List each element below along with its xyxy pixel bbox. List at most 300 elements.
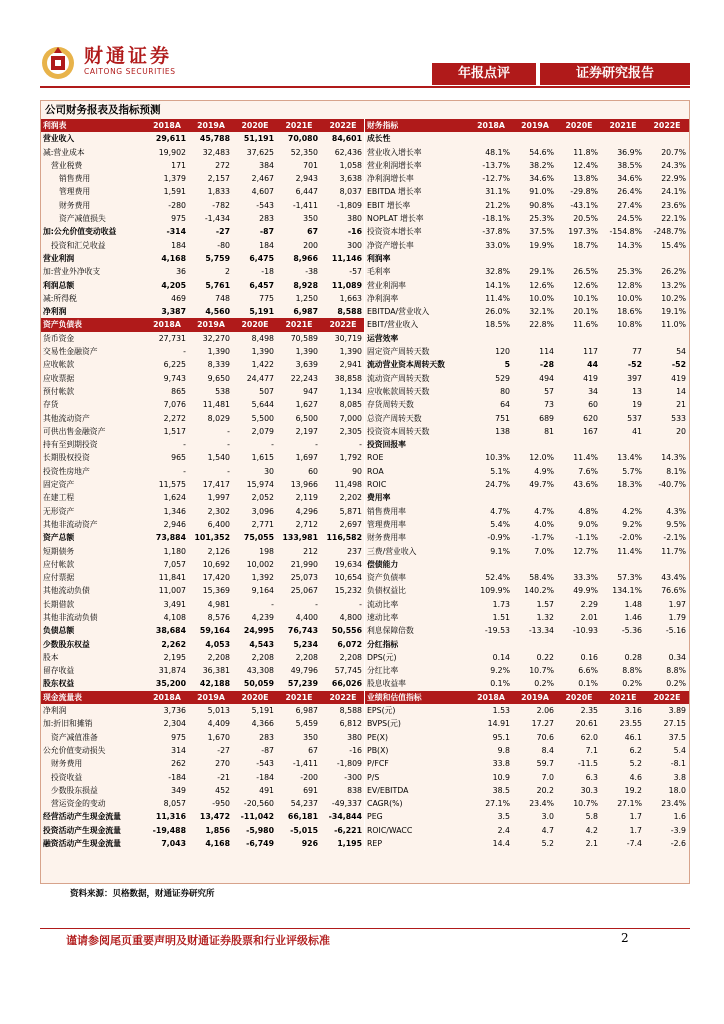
row-label: EV/EBITDA bbox=[367, 785, 409, 795]
table-row bbox=[365, 797, 689, 810]
row-value: 4.3% bbox=[666, 506, 686, 516]
row-label: 流动资产周转天数 bbox=[367, 373, 430, 383]
row-label: 存货周转天数 bbox=[367, 400, 414, 410]
row-value: 30,719 bbox=[334, 333, 362, 343]
row-value: 37.5 bbox=[668, 732, 686, 742]
row-value: 2,079 bbox=[251, 426, 274, 436]
report-type-label: 年报点评 bbox=[432, 63, 536, 85]
row-value: 91.0% bbox=[529, 187, 554, 197]
row-value bbox=[557, 332, 601, 345]
row-value: 2018A bbox=[153, 692, 181, 702]
row-label: 投资资本增长率 bbox=[367, 227, 422, 237]
row-value: 11,841 bbox=[158, 573, 186, 583]
row-value: 19.1% bbox=[661, 307, 686, 317]
row-value: 12.6% bbox=[529, 280, 554, 290]
row-value: 689 bbox=[539, 413, 554, 423]
row-value: 14.1% bbox=[485, 280, 510, 290]
row-label: 销售费用率 bbox=[367, 506, 406, 516]
row-label: 净利润 bbox=[43, 307, 67, 317]
row-value: 1,180 bbox=[163, 546, 186, 556]
row-value: 314 bbox=[171, 745, 186, 755]
table-row bbox=[365, 611, 689, 624]
report-category-label: 证券研究报告 bbox=[540, 63, 690, 85]
row-label: 经营活动产生现金流量 bbox=[43, 812, 121, 822]
row-value: 54 bbox=[676, 347, 686, 357]
row-value: 11.0% bbox=[661, 320, 686, 330]
table-row bbox=[365, 345, 689, 358]
table-row bbox=[365, 212, 689, 225]
row-value: -3.9 bbox=[670, 825, 686, 835]
row-value: 8,576 bbox=[207, 612, 230, 622]
row-value: 109.9% bbox=[480, 586, 510, 596]
row-value bbox=[469, 132, 513, 145]
row-value: 4.7% bbox=[490, 506, 510, 516]
row-value: 22,243 bbox=[290, 373, 318, 383]
row-value: -28 bbox=[539, 360, 554, 370]
row-label: 固定资产 bbox=[43, 480, 75, 490]
row-value: 6,072 bbox=[337, 639, 362, 649]
row-value: 3,638 bbox=[339, 174, 362, 184]
row-value: 419 bbox=[671, 373, 686, 383]
row-value: 167 bbox=[583, 426, 598, 436]
row-value: 14.3% bbox=[617, 240, 642, 250]
row-value: - bbox=[227, 426, 230, 436]
table-row bbox=[41, 558, 364, 571]
row-value: 37,625 bbox=[246, 147, 274, 157]
table-row bbox=[41, 611, 364, 624]
row-value: -19,488 bbox=[152, 825, 186, 835]
row-value: 54,237 bbox=[290, 799, 318, 809]
row-value: 975 bbox=[171, 732, 186, 742]
row-value: 2018A bbox=[477, 121, 505, 130]
row-value: 13.2% bbox=[661, 280, 686, 290]
row-value: 9,743 bbox=[163, 373, 186, 383]
row-value: 31,874 bbox=[158, 666, 186, 676]
row-value: 5,013 bbox=[207, 706, 230, 716]
row-value: 4,108 bbox=[163, 612, 186, 622]
row-value: 27.15 bbox=[663, 719, 686, 729]
row-value: 2021E bbox=[285, 121, 313, 130]
row-label: 净利润增长率 bbox=[367, 174, 414, 184]
row-value: 51,191 bbox=[243, 134, 274, 144]
row-value: 18.6% bbox=[617, 307, 642, 317]
row-value: 21,990 bbox=[290, 559, 318, 569]
row-label: PB(X) bbox=[367, 745, 389, 755]
row-value: - bbox=[271, 440, 274, 450]
row-value: 8,339 bbox=[207, 360, 230, 370]
table-section-header bbox=[41, 318, 364, 331]
row-value: -314 bbox=[166, 227, 186, 237]
row-value: 24.7% bbox=[485, 480, 510, 490]
row-value: 13.8% bbox=[573, 174, 598, 184]
row-value: 7.0 bbox=[541, 772, 554, 782]
row-value: 529 bbox=[495, 373, 510, 383]
row-value: 8,057 bbox=[163, 799, 186, 809]
row-label: 资产总额 bbox=[43, 533, 75, 543]
row-value: 2020E bbox=[241, 121, 269, 130]
row-value: -543 bbox=[256, 759, 274, 769]
row-value: -1,411 bbox=[292, 200, 318, 210]
table-section-header bbox=[365, 691, 689, 704]
row-value: -2.6 bbox=[670, 839, 686, 849]
row-label: 其他流动负债 bbox=[43, 586, 90, 596]
row-value: 50,556 bbox=[331, 626, 362, 636]
row-value: 38,684 bbox=[155, 626, 186, 636]
row-label: P/FCF bbox=[367, 759, 389, 769]
table-row bbox=[365, 465, 689, 478]
row-value: 10,692 bbox=[202, 559, 230, 569]
row-value: 101,352 bbox=[194, 533, 230, 543]
row-value: 17,417 bbox=[202, 480, 230, 490]
row-value: 350 bbox=[303, 732, 318, 742]
row-value: 19.9% bbox=[529, 240, 554, 250]
row-label: 长期股权投资 bbox=[43, 453, 90, 463]
row-value: 4,366 bbox=[251, 719, 274, 729]
table-row bbox=[41, 664, 364, 677]
table-row bbox=[41, 731, 364, 744]
row-value: 380 bbox=[347, 214, 362, 224]
row-value: 70,589 bbox=[290, 333, 318, 343]
footer-divider bbox=[40, 928, 690, 929]
row-value: 33.3% bbox=[573, 573, 598, 583]
row-value: 5,871 bbox=[339, 506, 362, 516]
row-value: -38 bbox=[305, 267, 318, 277]
row-value: -12.7% bbox=[482, 174, 510, 184]
table-row bbox=[365, 837, 689, 850]
row-value: 300 bbox=[347, 240, 362, 250]
table-row bbox=[365, 265, 689, 278]
row-value: 751 bbox=[495, 413, 510, 423]
row-value: 6.6% bbox=[578, 666, 598, 676]
row-value: 270 bbox=[215, 759, 230, 769]
row-value: -40.7% bbox=[658, 480, 686, 490]
row-label: 营业利润增长率 bbox=[367, 160, 422, 170]
row-value: 1,134 bbox=[339, 386, 362, 396]
row-value: 2,208 bbox=[251, 652, 274, 662]
row-value: 29,611 bbox=[155, 134, 186, 144]
row-value: -280 bbox=[168, 200, 186, 210]
table-row bbox=[365, 638, 689, 651]
row-value: 26.4% bbox=[617, 187, 642, 197]
row-value: 138 bbox=[495, 426, 510, 436]
row-value: 2,302 bbox=[207, 506, 230, 516]
table-row bbox=[41, 345, 364, 358]
table-row bbox=[41, 279, 364, 292]
table-title: 公司财务报表及指标预测 bbox=[45, 104, 161, 116]
row-value: -6,221 bbox=[334, 825, 362, 835]
row-value: 8,498 bbox=[251, 333, 274, 343]
row-value: 2019A bbox=[521, 121, 549, 130]
row-value: 60 bbox=[588, 400, 598, 410]
table-row bbox=[365, 558, 689, 571]
row-value: 10.1% bbox=[573, 293, 598, 303]
row-value bbox=[645, 438, 689, 451]
row-label: 资产减值准备 bbox=[51, 732, 98, 742]
data-source-note: 资料来源：贝格数据，财通证券研究所 bbox=[70, 889, 215, 899]
row-value: 2019A bbox=[197, 121, 225, 130]
row-value: 2018A bbox=[153, 121, 181, 130]
row-label: 管理费用率 bbox=[367, 519, 406, 529]
row-value: 0.1% bbox=[578, 679, 598, 689]
row-value: 2,467 bbox=[251, 174, 274, 184]
row-label: 分红指标 bbox=[367, 639, 399, 649]
row-value: 0.2% bbox=[666, 679, 686, 689]
row-value: 3.8 bbox=[673, 772, 686, 782]
row-value: 1,624 bbox=[163, 493, 186, 503]
row-value: 8.1% bbox=[666, 466, 686, 476]
row-value: 13,966 bbox=[290, 480, 318, 490]
row-value: 134.1% bbox=[612, 586, 642, 596]
row-value: 10.0% bbox=[529, 293, 554, 303]
row-value: -1.1% bbox=[575, 533, 598, 543]
table-row bbox=[365, 545, 689, 558]
row-label: 财务费用率 bbox=[367, 533, 406, 543]
row-label: 业绩和估值指标 bbox=[367, 692, 422, 702]
row-value: -5.16 bbox=[665, 626, 686, 636]
row-label: 其他流动资产 bbox=[43, 413, 90, 423]
row-value: -13.7% bbox=[482, 160, 510, 170]
row-value: 24,477 bbox=[246, 373, 274, 383]
row-value: 1,670 bbox=[207, 732, 230, 742]
row-value bbox=[513, 638, 557, 651]
row-label: 营业收入 bbox=[43, 134, 75, 144]
row-label: 固定资产周转天数 bbox=[367, 347, 430, 357]
row-label: 投资活动产生现金流量 bbox=[43, 825, 121, 835]
row-value bbox=[601, 332, 645, 345]
row-label: 加:公允价值变动收益 bbox=[43, 227, 117, 237]
table-row bbox=[365, 318, 689, 331]
row-value: 748 bbox=[215, 293, 230, 303]
row-value: 533 bbox=[671, 413, 686, 423]
row-value: 2022E bbox=[329, 121, 357, 130]
row-value: 7.6% bbox=[578, 466, 598, 476]
row-value: 6,987 bbox=[293, 307, 318, 317]
row-value: 0.28 bbox=[624, 652, 642, 662]
row-value: 81 bbox=[544, 426, 554, 436]
row-value: 140.2% bbox=[524, 586, 554, 596]
row-value: 13.4% bbox=[617, 453, 642, 463]
row-value: 6,987 bbox=[295, 706, 318, 716]
row-value: 76,743 bbox=[287, 626, 318, 636]
table-row bbox=[365, 332, 689, 345]
row-label: EBITDA/营业收入 bbox=[367, 307, 430, 317]
row-label: 留存收益 bbox=[43, 666, 75, 676]
row-label: ROA bbox=[367, 466, 384, 476]
row-value bbox=[601, 132, 645, 145]
row-value: -184 bbox=[256, 772, 274, 782]
row-value: 10.7% bbox=[573, 799, 598, 809]
table-row bbox=[365, 451, 689, 464]
row-value: 19,634 bbox=[334, 559, 362, 569]
row-value: 20.5% bbox=[573, 214, 598, 224]
row-value: 2,941 bbox=[339, 360, 362, 370]
row-value: 66,026 bbox=[331, 679, 362, 689]
row-value: 4.8% bbox=[578, 506, 598, 516]
row-value: 22.8% bbox=[529, 320, 554, 330]
row-value: -6,749 bbox=[246, 839, 274, 849]
row-value bbox=[601, 252, 645, 265]
row-value: 6.2 bbox=[629, 745, 642, 755]
row-value bbox=[557, 438, 601, 451]
row-value bbox=[557, 132, 601, 145]
row-value: 0.22 bbox=[536, 652, 554, 662]
row-label: 费用率 bbox=[367, 493, 391, 503]
table-row bbox=[365, 810, 689, 823]
row-value: 1,058 bbox=[339, 160, 362, 170]
row-value: 197.3% bbox=[568, 227, 598, 237]
row-label: 利润率 bbox=[367, 253, 391, 263]
row-value: 25,073 bbox=[290, 573, 318, 583]
row-value: 5.8 bbox=[585, 812, 598, 822]
row-value: 19.2 bbox=[624, 785, 642, 795]
right-indicator-panel bbox=[365, 119, 689, 850]
table-row bbox=[41, 252, 364, 265]
row-value: -300 bbox=[344, 772, 362, 782]
row-value: 2.29 bbox=[580, 599, 598, 609]
row-value: 1,517 bbox=[163, 426, 186, 436]
row-value: 10.2% bbox=[661, 293, 686, 303]
row-value: 34.6% bbox=[617, 174, 642, 184]
row-value: 42,188 bbox=[199, 679, 230, 689]
table-row bbox=[365, 292, 689, 305]
row-value: -13.34 bbox=[528, 626, 554, 636]
table-row bbox=[365, 358, 689, 371]
row-value: 4,800 bbox=[339, 612, 362, 622]
row-value: 283 bbox=[259, 732, 274, 742]
row-value: 2.35 bbox=[580, 706, 598, 716]
row-value: 36,381 bbox=[202, 666, 230, 676]
row-value: 9,164 bbox=[251, 586, 274, 596]
row-value: 4,607 bbox=[251, 187, 274, 197]
row-value: 75,055 bbox=[243, 533, 274, 543]
row-value: 14.3% bbox=[661, 453, 686, 463]
row-value: 57,239 bbox=[287, 679, 318, 689]
row-value: 4,205 bbox=[161, 280, 186, 290]
row-value: 80 bbox=[500, 386, 510, 396]
row-label: 交易性金融资产 bbox=[43, 347, 98, 357]
row-value: 2,943 bbox=[295, 174, 318, 184]
row-label: 销售费用 bbox=[59, 174, 91, 184]
row-value: 4,400 bbox=[295, 612, 318, 622]
row-value: 262 bbox=[171, 759, 186, 769]
row-value: 1.73 bbox=[492, 599, 510, 609]
row-value: 5.4 bbox=[673, 745, 686, 755]
row-label: 货币资金 bbox=[43, 333, 75, 343]
row-value: 397 bbox=[627, 373, 642, 383]
row-value: 184 bbox=[171, 240, 186, 250]
table-row bbox=[41, 651, 364, 664]
row-value: 4,239 bbox=[251, 612, 274, 622]
row-value: 29.1% bbox=[529, 267, 554, 277]
row-value: 31.1% bbox=[485, 187, 510, 197]
row-label: 股东权益 bbox=[43, 679, 75, 689]
row-value: 3,736 bbox=[163, 706, 186, 716]
row-value: 15,369 bbox=[202, 586, 230, 596]
row-value: 50,059 bbox=[243, 679, 274, 689]
row-value: 57.3% bbox=[617, 573, 642, 583]
table-row bbox=[41, 225, 364, 238]
row-value: 2019A bbox=[521, 692, 549, 702]
row-value: 52.4% bbox=[485, 573, 510, 583]
row-value bbox=[513, 132, 557, 145]
row-value: 12.6% bbox=[573, 280, 598, 290]
row-value: 0.2% bbox=[622, 679, 642, 689]
row-value: 1.79 bbox=[668, 612, 686, 622]
row-label: 管理费用 bbox=[59, 187, 91, 197]
row-value bbox=[601, 638, 645, 651]
table-row bbox=[365, 531, 689, 544]
row-value: 1.53 bbox=[492, 706, 510, 716]
row-value: 452 bbox=[215, 785, 230, 795]
row-value: 60 bbox=[308, 466, 318, 476]
row-value: -21 bbox=[217, 772, 230, 782]
row-value: 0.34 bbox=[668, 652, 686, 662]
row-value bbox=[513, 332, 557, 345]
row-value: 38.5% bbox=[617, 160, 642, 170]
row-value bbox=[469, 438, 513, 451]
row-value: 62.0 bbox=[580, 732, 598, 742]
row-label: 速动比率 bbox=[367, 612, 399, 622]
row-value: -248.7% bbox=[653, 227, 686, 237]
row-value: 95.1 bbox=[492, 732, 510, 742]
row-value: 20.1% bbox=[573, 307, 598, 317]
row-value: 469 bbox=[171, 293, 186, 303]
row-value bbox=[469, 491, 513, 504]
row-value: 2021E bbox=[285, 692, 313, 702]
row-value: 2021E bbox=[609, 121, 637, 130]
row-value: 620 bbox=[583, 413, 598, 423]
row-value: -34,844 bbox=[328, 812, 362, 822]
row-value: 21.2% bbox=[485, 200, 510, 210]
row-value: 19 bbox=[632, 400, 642, 410]
table-row bbox=[41, 412, 364, 425]
row-value: 43,308 bbox=[246, 666, 274, 676]
row-value: 4.7% bbox=[534, 506, 554, 516]
row-value: 13,472 bbox=[199, 812, 230, 822]
row-label: NOPLAT 增长率 bbox=[367, 214, 424, 224]
row-value: 52,350 bbox=[290, 147, 318, 157]
table-row bbox=[41, 438, 364, 451]
row-label: 利息保障倍数 bbox=[367, 626, 414, 636]
table-row bbox=[365, 624, 689, 637]
row-value: 116,582 bbox=[326, 533, 362, 543]
row-value: 1,422 bbox=[251, 360, 274, 370]
row-value: - bbox=[315, 440, 318, 450]
row-value: 5.1% bbox=[490, 466, 510, 476]
row-label: 应付票据 bbox=[43, 573, 75, 583]
logo-chinese-name: 财通证券 bbox=[84, 45, 173, 67]
row-value: 4,409 bbox=[207, 719, 230, 729]
row-value: 26.0% bbox=[485, 307, 510, 317]
row-value: 1,615 bbox=[251, 453, 274, 463]
table-section-header bbox=[41, 691, 364, 704]
row-value: 18.7% bbox=[573, 240, 598, 250]
row-value: 10.7% bbox=[529, 666, 554, 676]
row-value: 3,639 bbox=[295, 360, 318, 370]
row-value: 58.4% bbox=[529, 573, 554, 583]
row-value: 7,076 bbox=[163, 400, 186, 410]
disclaimer-footer: 谨请参阅尾页重要声明及财通证券股票和行业评级标准 bbox=[66, 934, 330, 947]
row-value: - bbox=[183, 466, 186, 476]
row-value: -49,337 bbox=[331, 799, 362, 809]
row-value: 2020E bbox=[565, 121, 593, 130]
row-label: 成长性 bbox=[367, 134, 391, 144]
row-value bbox=[601, 438, 645, 451]
row-value: 775 bbox=[259, 293, 274, 303]
row-value: - bbox=[359, 440, 362, 450]
row-value: 15,232 bbox=[334, 586, 362, 596]
row-value: 5,234 bbox=[293, 639, 318, 649]
